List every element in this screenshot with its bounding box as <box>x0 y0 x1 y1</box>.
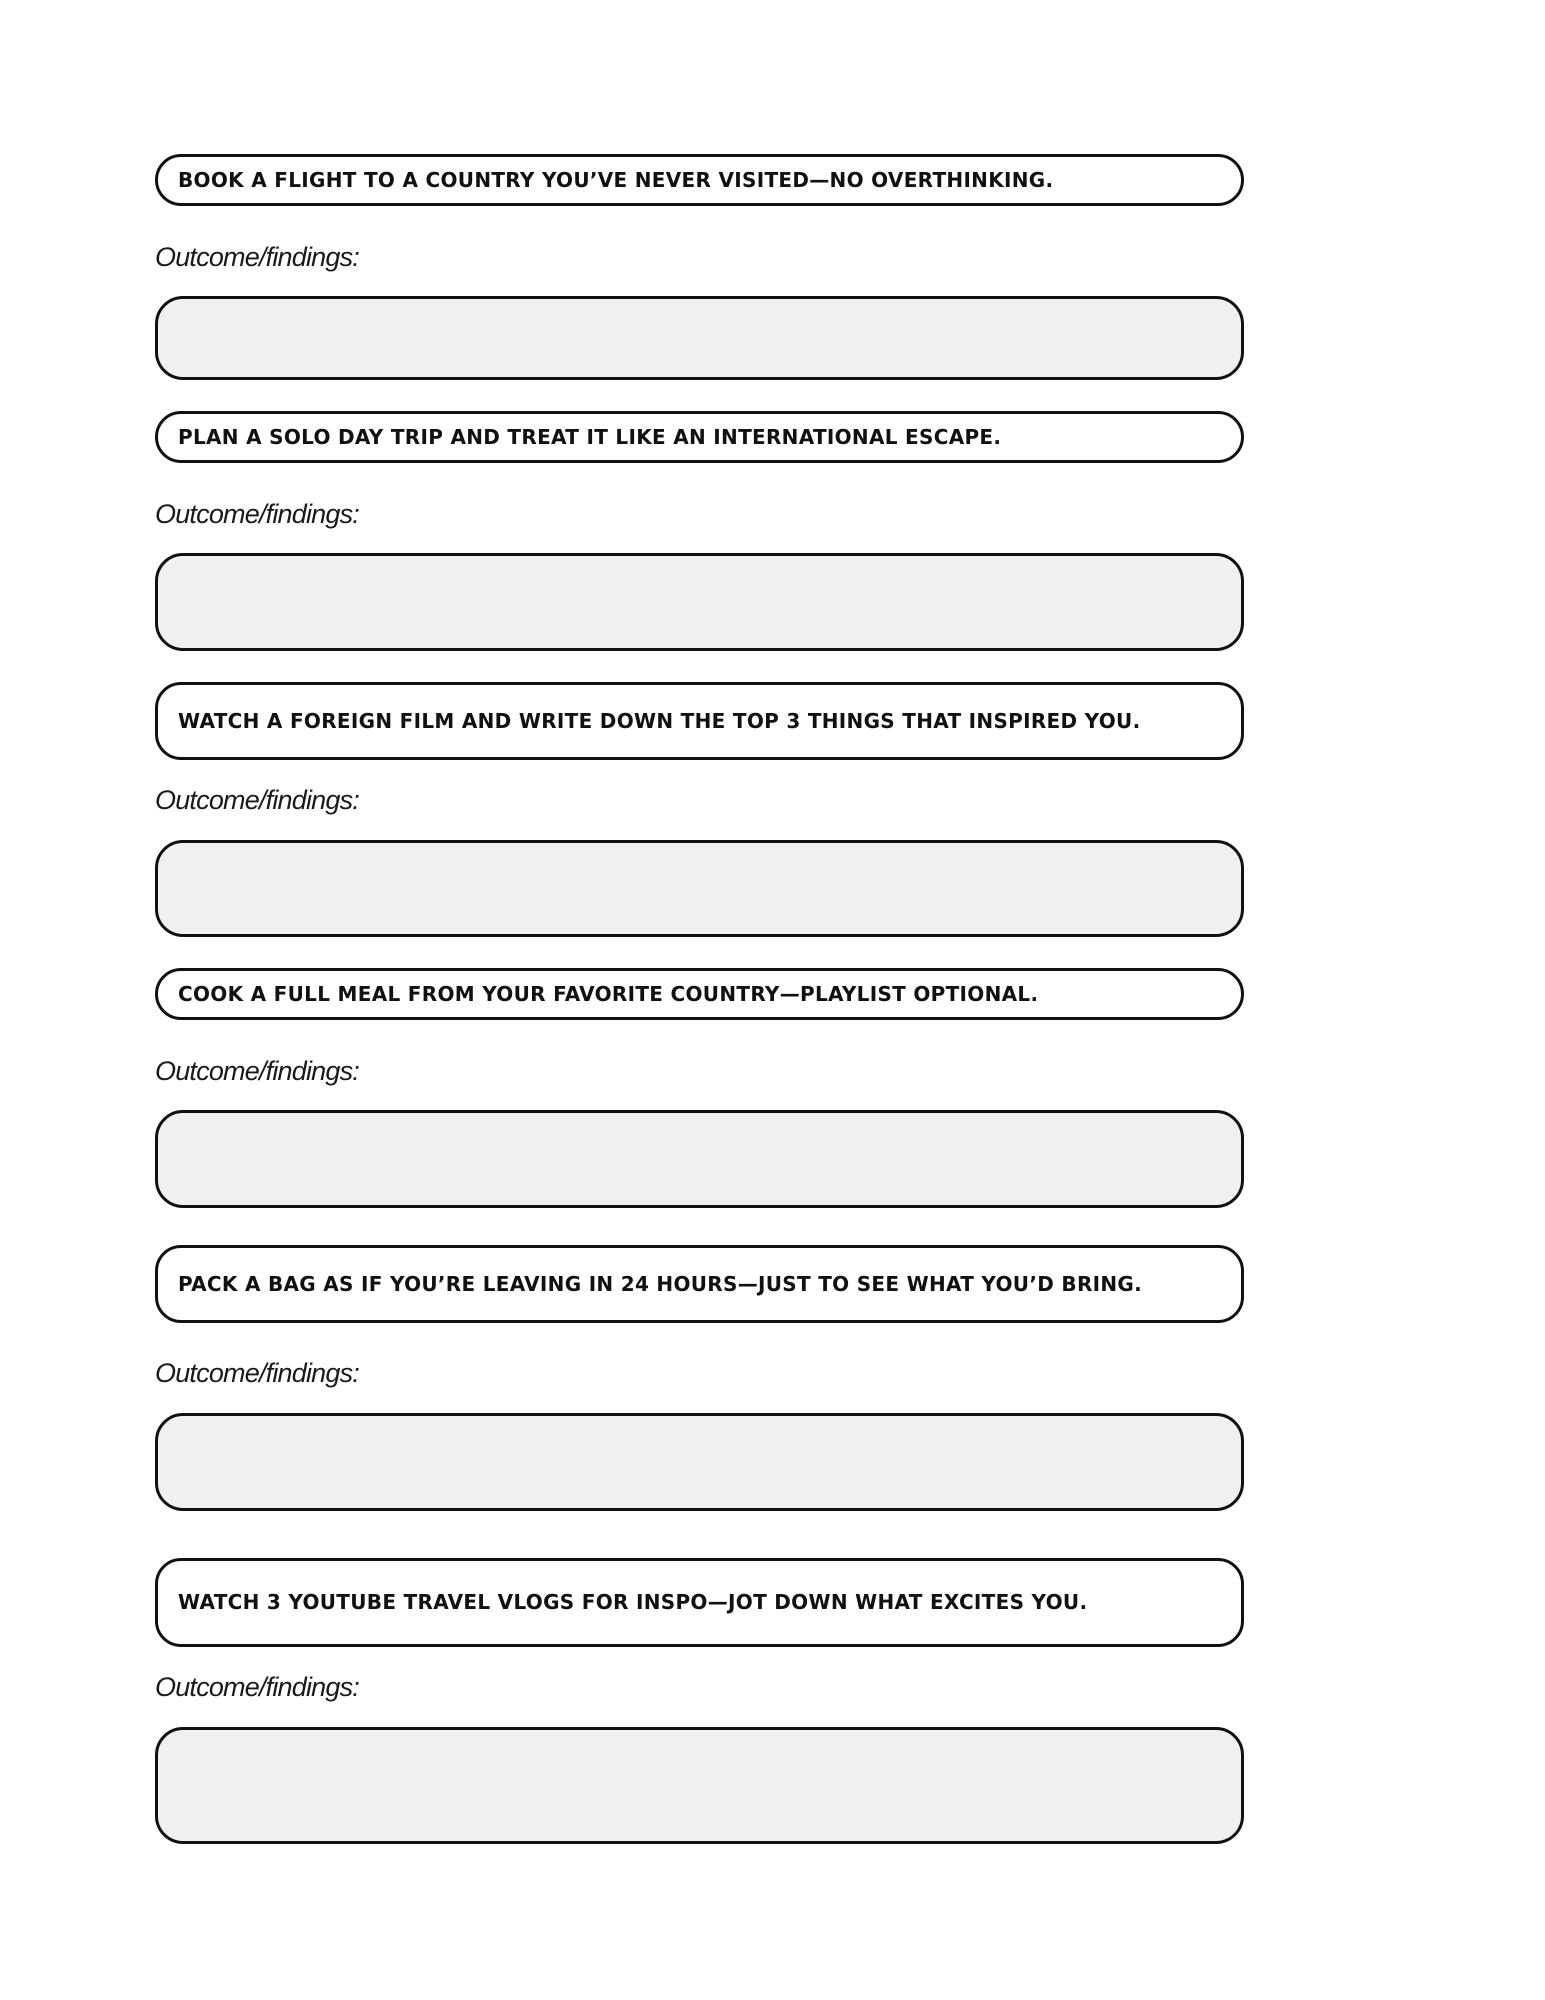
outcome-answer-box-2[interactable] <box>155 553 1244 651</box>
task-text: BOOK A FLIGHT TO A COUNTRY YOU’VE NEVER VISITED—NO OVERTHINKING. <box>178 167 1054 192</box>
outcome-answer-box-1[interactable] <box>155 296 1244 380</box>
task-card-5 <box>155 1245 1244 1323</box>
task-text: WATCH 3 YOUTUBE TRAVEL VLOGS FOR INSPO—JOT DOWN WHAT EXCITES YOU. <box>178 1590 1088 1614</box>
task-text: WATCH A FOREIGN FILM AND WRITE DOWN THE TOP 3 THINGS THAT INSPIRED YOU. <box>178 708 1141 733</box>
task-card-4 <box>155 968 1244 1020</box>
task-card-1 <box>155 154 1244 206</box>
outcome-label: Outcome/findings: <box>155 499 360 529</box>
task-card-2 <box>155 411 1244 463</box>
task-text: PLAN A SOLO DAY TRIP AND TREAT IT LIKE AN INTERNATIONAL ESCAPE. <box>178 424 1002 449</box>
outcome-answer-box-3[interactable] <box>155 840 1244 937</box>
task-card-3 <box>155 682 1244 760</box>
outcome-label: Outcome/findings: <box>155 1358 360 1388</box>
outcome-answer-box-6[interactable] <box>155 1727 1244 1844</box>
outcome-answer-box-4[interactable] <box>155 1110 1244 1208</box>
outcome-label: Outcome/findings: <box>155 785 360 815</box>
outcome-label: Outcome/findings: <box>155 242 360 272</box>
task-text: COOK A FULL MEAL FROM YOUR FAVORITE COUNTRY—PLAYLIST OPTIONAL. <box>178 981 1039 1006</box>
outcome-label: Outcome/findings: <box>155 1672 360 1702</box>
outcome-answer-box-5[interactable] <box>155 1413 1244 1511</box>
outcome-label: Outcome/findings: <box>155 1056 360 1086</box>
task-card-6 <box>155 1558 1244 1647</box>
task-text: PACK A BAG AS IF YOU’RE LEAVING IN 24 HOURS—JUST TO SEE WHAT YOU’D BRING. <box>178 1271 1143 1296</box>
